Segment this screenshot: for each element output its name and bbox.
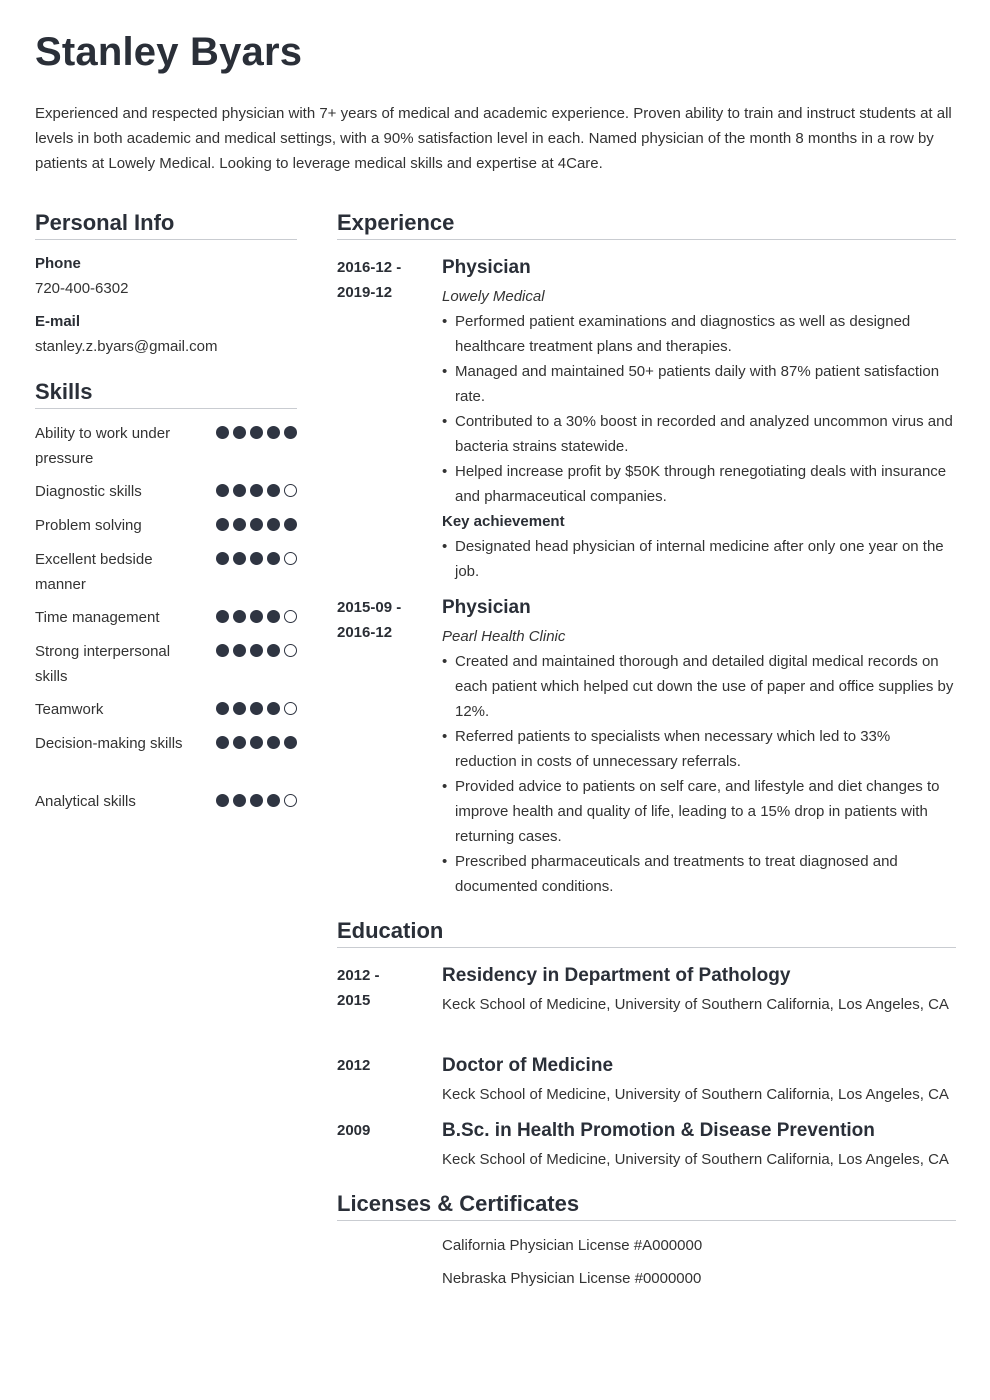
job-bullet: • Referred patients to specialists when necessary which led to 33% reduction in costs of unnecessary referrals.	[442, 724, 956, 774]
rating-dot-empty	[284, 794, 297, 807]
rating-dot-empty	[284, 610, 297, 623]
education-date-end: 2015	[337, 992, 371, 1009]
job-bullet: • Contributed to a 30% boost in recorded and analyzed uncommon virus and bacteria strains statewide.	[442, 409, 956, 459]
rating-dot-filled	[216, 644, 229, 657]
key-achievement-bullet: • Designated head physician of internal medicine after only one year on the job.	[442, 534, 956, 584]
rating-dot-empty	[284, 552, 297, 565]
skill-name: Problem solving	[35, 517, 142, 534]
education-dates	[337, 1053, 427, 1078]
rating-dot-filled	[250, 484, 263, 497]
job-company: Lowely Medical	[442, 288, 545, 305]
job-date-end: 2016-12	[337, 624, 393, 641]
job-bullets	[442, 649, 956, 899]
key-achievement-label: Key achievement	[442, 513, 565, 530]
skill-item	[35, 605, 297, 630]
rating-dot-filled	[250, 610, 263, 623]
rating-dot-filled	[233, 736, 246, 749]
rating-dot-empty	[284, 484, 297, 497]
skill-item	[35, 513, 297, 538]
rating-dot-filled	[233, 702, 246, 715]
education-degree: B.Sc. in Health Promotion & Disease Prevention	[442, 1120, 875, 1141]
job-bullet: • Helped increase profit by $50K through renegotiating deals with insurance and pharmaceutical companies.	[442, 459, 956, 509]
rating-dot-filled	[267, 610, 280, 623]
education-title: Education	[337, 918, 956, 948]
personal-info-section	[35, 210, 297, 359]
skill-item	[35, 479, 297, 504]
profile-summary: Experienced and respected physician with 7+ years of medical and academic experience. Proven ability to train and instruct students at all levels in both academic and medical settings, with a 90% satisfaction level in each. Named physician of the month 8 months in a row by patients at Lowely Medical. Looking to leverage medical skills and expertise at 4Care.	[35, 105, 952, 172]
rating-dot-filled	[233, 794, 246, 807]
rating-dot-filled	[250, 794, 263, 807]
license-item: Nebraska Physician License #0000000	[442, 1270, 702, 1287]
education-dates	[337, 963, 427, 1013]
education-date-start: 2012	[337, 1057, 371, 1074]
skill-name: Diagnostic skills	[35, 483, 142, 500]
education-section	[337, 918, 956, 1178]
rating-dot-filled	[233, 644, 246, 657]
licenses-title: Licenses & Certificates	[337, 1191, 956, 1221]
skill-rating	[216, 484, 297, 497]
rating-dot-filled	[267, 552, 280, 565]
skill-name: Ability to work under pressure	[35, 425, 171, 467]
skill-name: Analytical skills	[35, 793, 136, 810]
rating-dot-filled	[267, 736, 280, 749]
education-date-start: 2012 -	[337, 967, 380, 984]
skill-name: Teamwork	[35, 701, 104, 718]
job-date-end: 2019-12	[337, 284, 393, 301]
job-dates	[337, 595, 427, 645]
licenses-section	[337, 1191, 956, 1301]
phone-label: Phone	[35, 255, 81, 272]
job-bullet: • Prescribed pharmaceuticals and treatments to treat diagnosed and documented conditions.	[442, 849, 956, 899]
rating-dot-filled	[216, 794, 229, 807]
education-dates	[337, 1118, 427, 1143]
rating-dot-filled	[284, 426, 297, 439]
skill-rating	[216, 794, 297, 807]
skill-rating	[216, 518, 297, 531]
job-bullets	[442, 309, 956, 509]
personal-info-title: Personal Info	[35, 210, 297, 240]
job-date-start: 2015-09 -	[337, 599, 402, 616]
skills-section	[35, 379, 297, 819]
skill-item	[35, 697, 297, 722]
job-bullet: • Created and maintained thorough and detailed digital medical records on each patient which helped cut down the use of paper and office supplies by 12%.	[442, 649, 956, 724]
skill-item	[35, 731, 297, 756]
skills-title: Skills	[35, 379, 297, 409]
rating-dot-filled	[250, 518, 263, 531]
skill-item	[35, 789, 297, 814]
skill-name: Excellent bedside manner	[35, 551, 153, 593]
rating-dot-filled	[267, 484, 280, 497]
rating-dot-filled	[267, 518, 280, 531]
job-title: Physician	[442, 257, 531, 278]
job-company: Pearl Health Clinic	[442, 628, 566, 645]
job-date-start: 2016-12 -	[337, 259, 402, 276]
phone-value: 720-400-6302	[35, 280, 129, 297]
job-bullet: • Performed patient examinations and diagnostics as well as designed healthcare treatment plans and therapies.	[442, 309, 956, 359]
skill-item	[35, 421, 297, 471]
license-item: California Physician License #A000000	[442, 1237, 703, 1254]
education-degree: Doctor of Medicine	[442, 1055, 614, 1076]
rating-dot-filled	[267, 644, 280, 657]
skill-rating	[216, 426, 297, 439]
rating-dot-filled	[250, 644, 263, 657]
rating-dot-filled	[233, 484, 246, 497]
rating-dot-filled	[216, 702, 229, 715]
skill-rating	[216, 610, 297, 623]
education-date-start: 2009	[337, 1122, 371, 1139]
rating-dot-filled	[250, 702, 263, 715]
skill-name: Time management	[35, 609, 160, 626]
skill-rating	[216, 552, 297, 565]
candidate-name: Stanley Byars	[35, 30, 303, 74]
job-dates	[337, 255, 427, 305]
rating-dot-filled	[216, 484, 229, 497]
rating-dot-filled	[250, 736, 263, 749]
education-school: Keck School of Medicine, University of Southern California, Los Angeles, CA	[442, 1086, 949, 1103]
education-school: Keck School of Medicine, University of Southern California, Los Angeles, CA	[442, 1151, 949, 1168]
email-label: E-mail	[35, 313, 81, 330]
rating-dot-filled	[216, 518, 229, 531]
skill-name: Decision-making skills	[35, 735, 183, 752]
rating-dot-filled	[250, 552, 263, 565]
rating-dot-filled	[250, 426, 263, 439]
skill-rating	[216, 644, 297, 657]
rating-dot-filled	[233, 610, 246, 623]
rating-dot-filled	[216, 610, 229, 623]
skill-rating	[216, 736, 297, 749]
key-achievement-bullets	[442, 534, 956, 584]
rating-dot-filled	[233, 552, 246, 565]
rating-dot-filled	[267, 794, 280, 807]
rating-dot-empty	[284, 644, 297, 657]
job-bullet: • Managed and maintained 50+ patients daily with 87% patient satisfaction rate.	[442, 359, 956, 409]
rating-dot-filled	[216, 552, 229, 565]
rating-dot-filled	[216, 426, 229, 439]
experience-section	[337, 210, 956, 900]
education-degree: Residency in Department of Pathology	[442, 965, 791, 986]
rating-dot-filled	[284, 736, 297, 749]
rating-dot-empty	[284, 702, 297, 715]
rating-dot-filled	[216, 736, 229, 749]
education-school: Keck School of Medicine, University of Southern California, Los Angeles, CA	[442, 996, 949, 1013]
skill-name: Strong interpersonal skills	[35, 643, 171, 685]
rating-dot-filled	[267, 426, 280, 439]
rating-dot-filled	[233, 426, 246, 439]
rating-dot-filled	[267, 702, 280, 715]
job-bullet: • Provided advice to patients on self care, and lifestyle and diet changes to improve health and quality of life, leading to a 15% drop in patients with returning cases.	[442, 774, 956, 849]
experience-title: Experience	[337, 210, 956, 240]
rating-dot-filled	[284, 518, 297, 531]
skill-item	[35, 547, 297, 597]
rating-dot-filled	[233, 518, 246, 531]
skill-rating	[216, 702, 297, 715]
email-value: stanley.z.byars@gmail.com	[35, 338, 218, 355]
job-title: Physician	[442, 597, 531, 618]
skill-item	[35, 639, 297, 689]
